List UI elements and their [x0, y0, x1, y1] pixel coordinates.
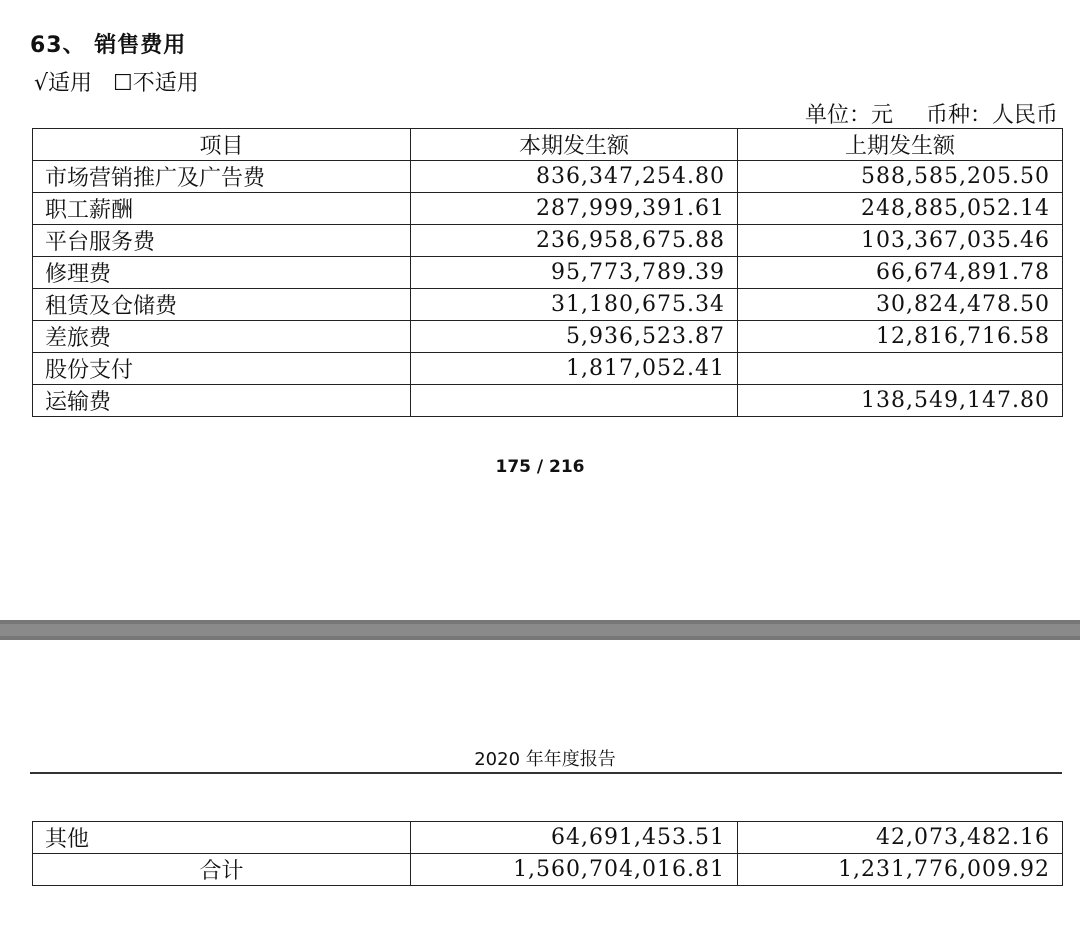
- header-previous: 上期发生额: [738, 129, 1063, 161]
- table-row: [33, 321, 1063, 353]
- row-item: 其他: [33, 822, 411, 854]
- row-previous: [738, 353, 1063, 385]
- total-previous: 1,231,776,009.92: [738, 854, 1063, 886]
- applicability-options: [34, 66, 213, 97]
- row-item: 股份支付: [33, 353, 411, 385]
- table-row: [33, 161, 1063, 193]
- row-previous: 12,816,716.58: [738, 321, 1063, 353]
- row-current: 5,936,523.87: [411, 321, 738, 353]
- applicable-option: √适用: [34, 71, 93, 96]
- row-previous: 138,549,147.80: [738, 385, 1063, 417]
- row-current: 287,999,391.61: [411, 193, 738, 225]
- sales-expense-table-continued: [32, 821, 1063, 886]
- row-item: 租赁及仓储费: [33, 289, 411, 321]
- table-row: [33, 225, 1063, 257]
- table-row: [33, 822, 1063, 854]
- row-previous: 42,073,482.16: [738, 822, 1063, 854]
- row-current: 95,773,789.39: [411, 257, 738, 289]
- page-break-bar: [0, 620, 1080, 640]
- row-previous: 588,585,205.50: [738, 161, 1063, 193]
- page-number: 175 / 216: [495, 457, 585, 477]
- row-previous: 30,824,478.50: [738, 289, 1063, 321]
- header-current: 本期发生额: [411, 129, 738, 161]
- row-item: 修理费: [33, 257, 411, 289]
- row-current: 1,817,052.41: [411, 353, 738, 385]
- row-item: 职工薪酬: [33, 193, 411, 225]
- row-item: 运输费: [33, 385, 411, 417]
- table-row: [33, 353, 1063, 385]
- not-applicable-option: ☐不适用: [113, 71, 199, 96]
- table-row: [33, 193, 1063, 225]
- section-title: 63、 销售费用: [30, 33, 187, 58]
- table-row: [33, 385, 1063, 417]
- row-current: 236,958,675.88: [411, 225, 738, 257]
- header-item: 项目: [33, 129, 411, 161]
- row-previous: 103,367,035.46: [738, 225, 1063, 257]
- row-item: 差旅费: [33, 321, 411, 353]
- table-row: [33, 289, 1063, 321]
- row-previous: 66,674,891.78: [738, 257, 1063, 289]
- row-current: 836,347,254.80: [411, 161, 738, 193]
- report-header-title: 2020 年年度报告: [474, 749, 616, 770]
- report-header-rule: [30, 772, 1062, 774]
- sales-expense-table: [32, 128, 1063, 417]
- total-label: 合计: [33, 854, 411, 886]
- unit-line: [779, 98, 1058, 129]
- row-item: 平台服务费: [33, 225, 411, 257]
- row-current: [411, 385, 738, 417]
- row-current: 31,180,675.34: [411, 289, 738, 321]
- currency-label: 币种：人民币: [925, 103, 1058, 128]
- unit-label: 单位：元: [804, 103, 893, 128]
- row-current: 64,691,453.51: [411, 822, 738, 854]
- table-header-row: [33, 129, 1063, 161]
- row-item: 市场营销推广及广告费: [33, 161, 411, 193]
- table-row: [33, 257, 1063, 289]
- total-current: 1,560,704,016.81: [411, 854, 738, 886]
- total-row: [33, 854, 1063, 886]
- row-previous: 248,885,052.14: [738, 193, 1063, 225]
